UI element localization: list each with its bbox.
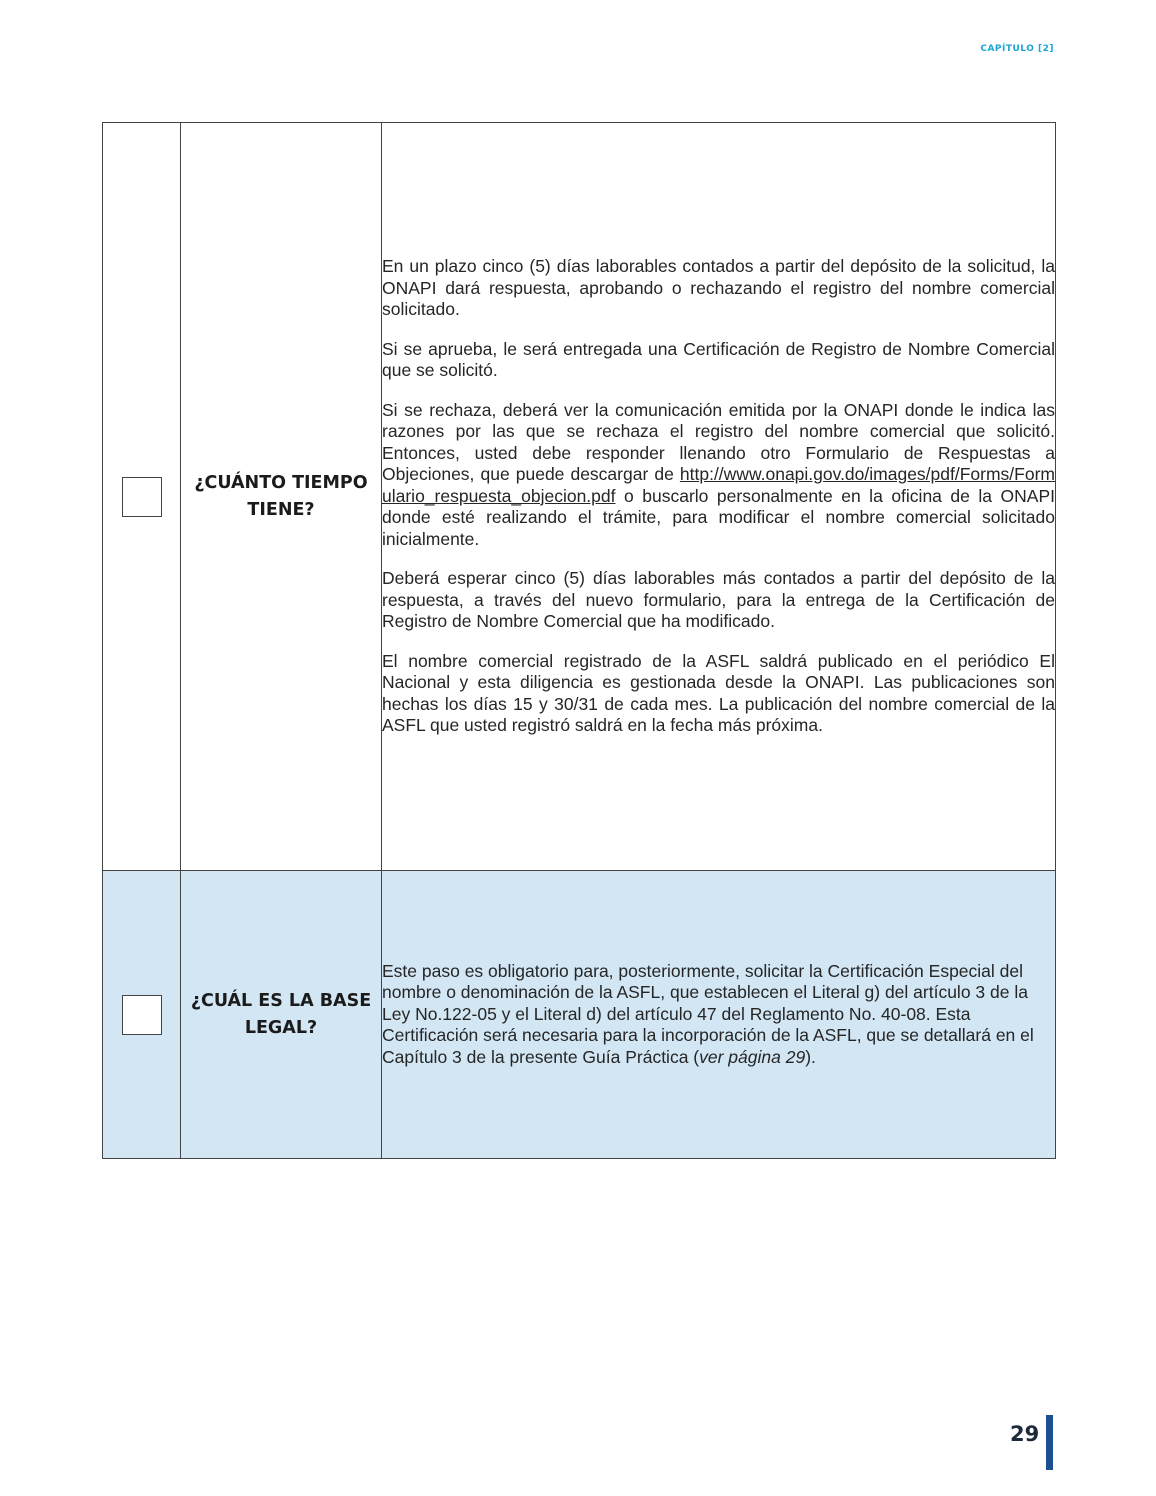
answer-paragraph: En un plazo cinco (5) días laborables contados a partir del depósito de la solicitud, la ONAPI dará respuesta, aprobando o rechazando el registro del nombre comercial solicitado.	[382, 256, 1055, 320]
page-reference: ver página 29	[699, 1046, 806, 1067]
answer-text: Este paso es obligatorio para, posteriormente, solicitar la Certificación Especial del nombre o denominación de la ASFL, que establecen el Literal g) del artículo 3 de la Ley No.122-05 y el Literal d) del artículo 47 del Reglamento No. 40-08. Esta Certificación será necesaria para la incorporación de la ASFL, que se detallará en el Capítulo 3 de la presente Guía Práctica (	[382, 960, 1034, 1067]
checkbox-cell	[103, 123, 181, 871]
answer-paragraph: Deberá esperar cinco (5) días laborables más contados a partir del depósito de la respuesta, a través del nuevo formulario, para la entrega de la Certificación de Registro de Nombre Comercial que ha modificado.	[382, 568, 1055, 632]
answer-text: o buscarlo personalmente en la oficina de la ONAPI donde esté realizando el trámite, para modificar el nombre comercial solicitado inicialmente.	[382, 485, 1055, 549]
form-download-link[interactable]: http://www.onapi.gov.do/images/pdf/Forms/Formulario_respuesta_objecion.pdf	[382, 464, 1055, 506]
checkbox[interactable]	[122, 995, 162, 1035]
checkbox-cell	[103, 871, 181, 1159]
answer-text: Si se rechaza, deberá ver la comunicación emitida por la ONAPI donde le indica las razones por las que se rechaza el registro del nombre comercial que solicitó. Entonces, usted debe responder llenando otro Formulario de Respuestas a Objeciones, que puede descargar de	[382, 399, 1055, 485]
answer-text: ).	[805, 1046, 816, 1067]
answer-paragraph: Si se aprueba, le será entregada una Certificación de Registro de Nombre Comercial que se solicitó.	[382, 338, 1055, 381]
table-row	[103, 123, 1056, 871]
question-label: ¿CUÁL ES LA BASE LEGAL?	[190, 990, 372, 1038]
answer-paragraph: El nombre comercial registrado de la ASFL saldrá publicado en el periódico El Nacional y esta diligencia es gestionada desde la ONAPI. Las publicaciones son hechas los días 15 y 30/31 de cada mes. La publicación del nombre comercial de la ASFL que usted registró saldrá en la fecha más próxima.	[382, 650, 1055, 736]
steps-table	[102, 122, 1056, 1159]
question-cell	[181, 871, 382, 1159]
page-accent-bar	[1046, 1415, 1053, 1470]
answer-cell	[382, 123, 1056, 871]
checkbox[interactable]	[122, 477, 162, 517]
answer-cell	[382, 871, 1056, 1159]
answer-paragraph	[382, 400, 1055, 551]
chapter-label: CAPÍTULO [2]	[980, 44, 1054, 54]
question-cell	[181, 123, 382, 871]
answer-paragraph	[382, 961, 1055, 1069]
table-row	[103, 871, 1056, 1159]
page-number: 29	[1010, 1422, 1040, 1446]
question-label: ¿CUÁNTO TIEMPO TIENE?	[194, 472, 368, 520]
